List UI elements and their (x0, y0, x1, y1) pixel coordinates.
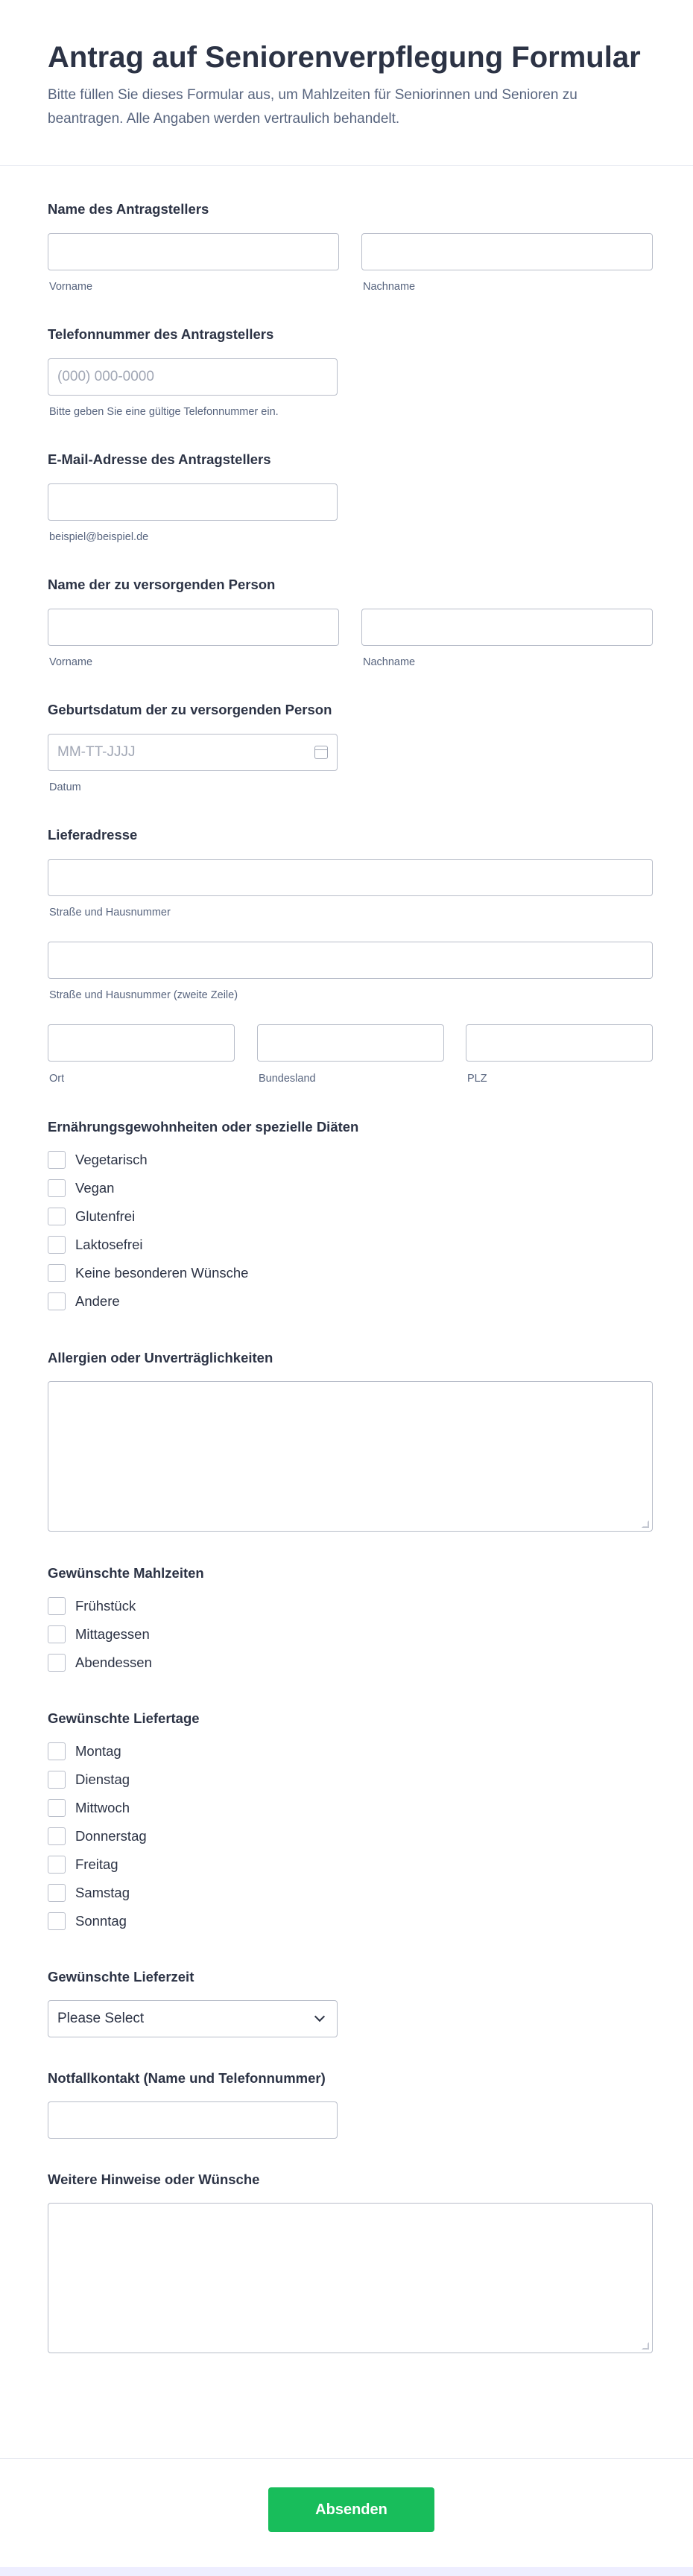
recipient-name-label: Name der zu versorgenden Person (48, 577, 276, 592)
birthdate-sublabel: Datum (49, 781, 81, 793)
checkbox[interactable] (48, 1799, 66, 1817)
form-subtitle: Bitte füllen Sie dieses Formular aus, um Mahlzeiten für Seniorinnen und Senioren zu beantragen. Alle Angaben werden vertraulich behandelt. (48, 87, 578, 127)
day-option[interactable]: Donnerstag (48, 1826, 147, 1847)
form-header (0, 0, 693, 166)
delivery-time-label: Gewünschte Lieferzeit (48, 1969, 194, 1985)
checkbox[interactable] (48, 1827, 66, 1845)
form-footer (0, 2458, 693, 2576)
checkbox[interactable] (48, 1208, 66, 1225)
diet-option[interactable]: Keine besonderen Wünsche (48, 1263, 248, 1284)
applicant-email-sublabel: beispiel@beispiel.de (49, 531, 149, 543)
recipient-last-name-sublabel: Nachname (363, 656, 416, 668)
allergies-textarea[interactable] (48, 1381, 653, 1532)
checkbox[interactable] (48, 1236, 66, 1254)
applicant-last-name-sublabel: Nachname (363, 281, 416, 293)
street2-input[interactable] (48, 942, 653, 979)
diet-option[interactable]: Laktosefrei (48, 1234, 143, 1255)
applicant-name-label: Name des Antragstellers (48, 201, 209, 217)
applicant-last-name-input[interactable] (361, 233, 653, 270)
checkbox[interactable] (48, 1856, 66, 1874)
notes-textarea[interactable] (48, 2203, 653, 2353)
zip-sublabel: PLZ (467, 1073, 487, 1085)
checkbox[interactable] (48, 1625, 66, 1643)
applicant-phone-input[interactable]: (000) 000-0000 (48, 358, 338, 396)
checkbox[interactable] (48, 1884, 66, 1902)
checkbox[interactable] (48, 1151, 66, 1169)
recipient-first-name-sublabel: Vorname (49, 656, 93, 668)
checkbox[interactable] (48, 1292, 66, 1310)
resize-grip-icon[interactable] (642, 2342, 649, 2350)
bottom-bar (0, 2567, 693, 2576)
checkbox[interactable] (48, 1179, 66, 1197)
recipient-last-name-input[interactable] (361, 609, 653, 646)
notes-label: Weitere Hinweise oder Wünsche (48, 2171, 260, 2187)
meal-option[interactable]: Frühstück (48, 1596, 136, 1617)
city-sublabel: Ort (49, 1073, 65, 1085)
applicant-email-label: E-Mail-Adresse des Antragstellers (48, 451, 271, 467)
checkbox[interactable] (48, 1742, 66, 1760)
day-option[interactable]: Freitag (48, 1854, 118, 1875)
applicant-first-name-input[interactable] (48, 233, 339, 270)
day-option[interactable]: Sonntag (48, 1911, 127, 1932)
resize-grip-icon[interactable] (642, 1520, 649, 1528)
applicant-email-input[interactable] (48, 483, 338, 521)
emergency-contact-input[interactable] (48, 2101, 338, 2139)
meal-option[interactable]: Mittagessen (48, 1624, 150, 1645)
birthdate-label: Geburtsdatum der zu versorgenden Person (48, 702, 332, 717)
address-label: Lieferadresse (48, 827, 138, 843)
city-input[interactable] (48, 1024, 235, 1062)
street-sublabel: Straße und Hausnummer (49, 907, 171, 919)
diet-option[interactable]: Glutenfrei (48, 1206, 135, 1227)
state-sublabel: Bundesland (259, 1073, 316, 1085)
day-option[interactable]: Mittwoch (48, 1798, 130, 1818)
checkbox[interactable] (48, 1912, 66, 1930)
recipient-first-name-input[interactable] (48, 609, 339, 646)
submit-button[interactable]: Absenden (268, 2487, 434, 2532)
birthdate-placeholder: MM-TT-JJJJ (57, 744, 136, 760)
checkbox[interactable] (48, 1654, 66, 1672)
checkbox[interactable] (48, 1264, 66, 1282)
calendar-icon[interactable] (314, 746, 328, 759)
zip-input[interactable] (466, 1024, 653, 1062)
birthdate-input[interactable] (48, 734, 338, 771)
applicant-phone-label: Telefonnummer des Antragstellers (48, 326, 274, 342)
day-option[interactable]: Samstag (48, 1882, 130, 1903)
street-input[interactable] (48, 859, 653, 896)
diet-label: Ernährungsgewohnheiten oder spezielle Diäten (48, 1119, 359, 1135)
day-option[interactable]: Dienstag (48, 1769, 130, 1790)
diet-option[interactable]: Vegetarisch (48, 1149, 148, 1170)
emergency-contact-label: Notfallkontakt (Name und Telefonnummer) (48, 2070, 326, 2086)
days-label: Gewünschte Liefertage (48, 1710, 200, 1726)
checkbox[interactable] (48, 1771, 66, 1789)
chevron-down-icon (314, 2011, 325, 2022)
allergies-label: Allergien oder Unverträglichkeiten (48, 1350, 273, 1365)
applicant-phone-sublabel: Bitte geben Sie eine gültige Telefonnummer ein. (49, 406, 279, 418)
diet-option[interactable]: Andere (48, 1291, 120, 1312)
delivery-time-select[interactable] (48, 2000, 338, 2037)
form-title: Antrag auf Seniorenverpflegung Formular (48, 41, 641, 74)
state-input[interactable] (257, 1024, 444, 1062)
applicant-first-name-sublabel: Vorname (49, 281, 93, 293)
meal-option[interactable]: Abendessen (48, 1652, 152, 1673)
checkbox[interactable] (48, 1597, 66, 1615)
diet-option[interactable]: Vegan (48, 1178, 114, 1199)
meals-label: Gewünschte Mahlzeiten (48, 1565, 204, 1581)
street2-sublabel: Straße und Hausnummer (zweite Zeile) (49, 989, 238, 1001)
delivery-time-selected: Please Select (57, 2011, 145, 2026)
day-option[interactable]: Montag (48, 1741, 121, 1762)
